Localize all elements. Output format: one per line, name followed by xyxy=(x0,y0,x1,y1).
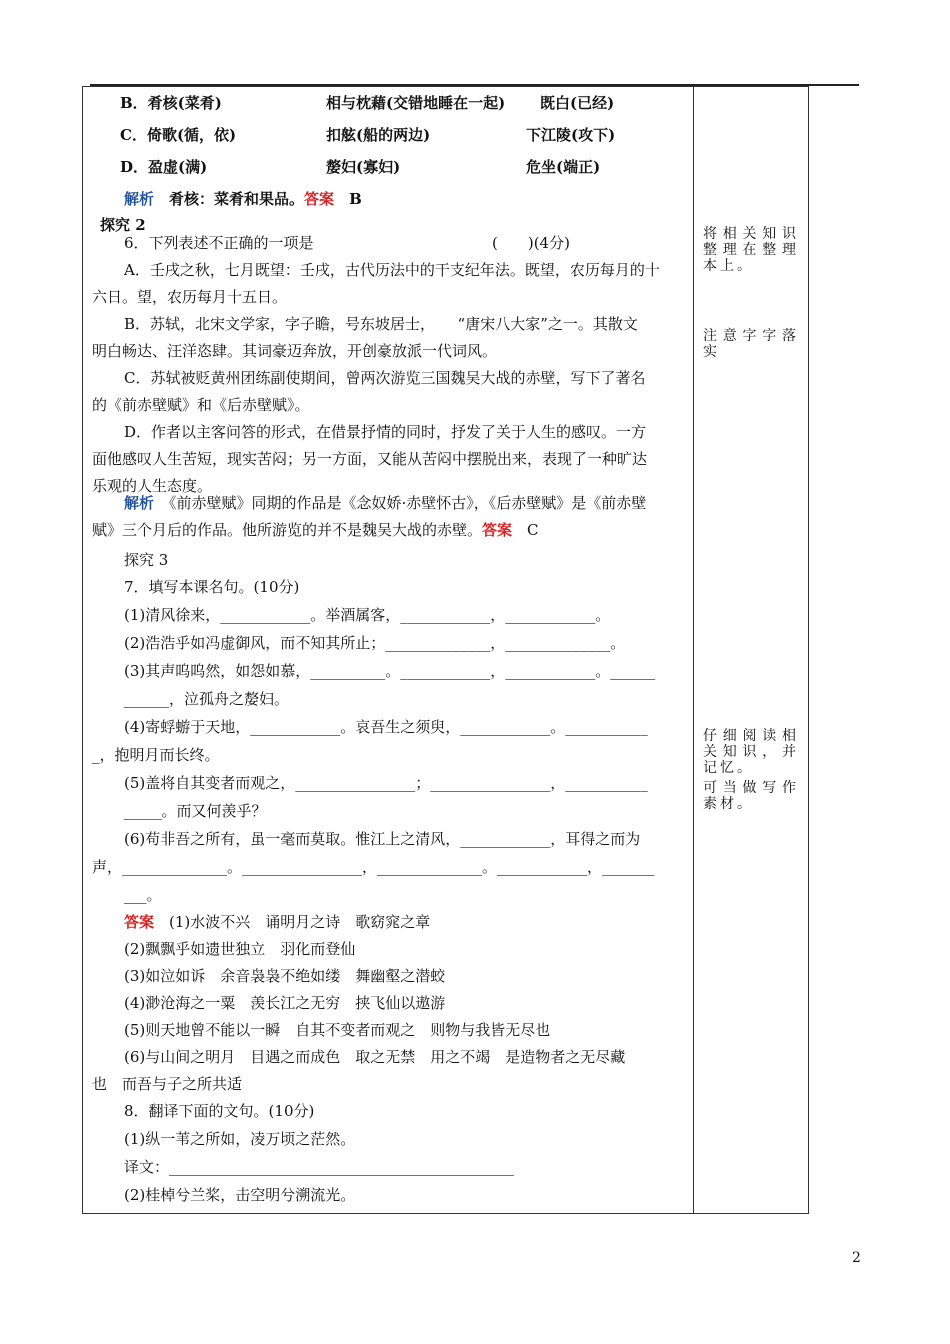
answer-value: C xyxy=(527,521,539,539)
q7-answer-4: (4)渺沧海之一粟 羡长江之无穷 挟飞仙以遨游 xyxy=(124,994,446,1012)
q7-line-2: (2)浩浩乎如冯虚御风，而不知其所止；______________，______________。 xyxy=(124,634,626,652)
q7-answer-1 xyxy=(124,911,430,932)
section-2-heading: 探究 2 xyxy=(100,216,146,234)
q7-stem: 7．填写本课名句。(10分) xyxy=(124,578,300,596)
side-note-2: 注意字字落实 xyxy=(703,328,799,360)
q6-analysis-line2 xyxy=(92,519,539,540)
q7-line-1: (1)清风徐来，____________。举酒属客，____________，____________。 xyxy=(124,606,611,624)
q7-line-3a: (3)其声呜呜然，如怨如慕，__________。____________，____________。______ xyxy=(124,662,656,680)
q6-option-d-line1: D．作者以主客问答的形式，在借景抒情的同时，抒发了关于人生的感叹。一方 xyxy=(124,423,647,441)
option-d-3: 危坐(端正) xyxy=(526,158,601,176)
side-note-1: 将相关知识整理在整理本上。 xyxy=(703,226,799,274)
q8-sentence-1: (1)纵一苇之所如，凌万顷之茫然。 xyxy=(124,1130,356,1148)
q6-option-b-line2: 明白畅达、汪洋恣肆。其词豪迈奔放，开创豪放派一代词风。 xyxy=(92,342,498,360)
q7-line-4b: _，抱明月而长终。 xyxy=(92,746,220,764)
option-d-1: D．盈虚(满) xyxy=(120,158,208,176)
q7-answer-6b: 也 而吾与子之所共适 xyxy=(92,1075,243,1093)
q6-option-d-line3: 乐观的人生态度。 xyxy=(92,477,213,495)
q7-line-6c: ___。 xyxy=(124,886,162,904)
q6-stem: 6．下列表述不正确的一项是 xyxy=(124,234,314,252)
q8-stem: 8．翻译下面的文句。(10分) xyxy=(124,1102,315,1120)
answer-value: B xyxy=(349,190,362,208)
q7-answer-6a: (6)与山间之明月 目遇之而成色 取之无禁 用之不竭 是造物者之无尽藏 xyxy=(124,1048,626,1066)
option-b-2: 相与枕藉(交错地睡在一起) xyxy=(326,94,506,112)
option-b-1: B．肴核(菜肴) xyxy=(120,94,222,112)
q6-option-a-line1: A．壬戌之秋，七月既望：壬戌，古代历法中的干支纪年法。既望，农历每月的十 xyxy=(124,261,660,279)
option-c-1: C．倚歌(循，依) xyxy=(120,126,237,144)
answer-text: (1)水波不兴 诵明月之诗 歌窈窕之章 xyxy=(169,913,431,931)
column-divider xyxy=(693,86,694,1214)
q8-sentence-2: (2)桂棹兮兰桨，击空明兮溯流光。 xyxy=(124,1186,356,1204)
option-c-3: 下江陵(攻下) xyxy=(526,126,616,144)
answer-label: 答案 xyxy=(482,521,513,539)
q6-option-b-line1: B．苏轼，北宋文学家，字子瞻，号东坡居士， “唐宋八大家”之一。其散文 xyxy=(124,315,638,333)
q7-line-6a: (6)苟非吾之所有，虽一毫而莫取。惟江上之清风，____________，耳得之而为 xyxy=(124,830,641,848)
translation-label: 译文： xyxy=(124,1158,170,1176)
translation-blank: ______________________________________________ xyxy=(169,1158,515,1176)
q7-line-5b: _____。而又何羡乎？ xyxy=(124,802,267,820)
option-d-2: 嫠妇(寡妇) xyxy=(326,158,401,176)
q6-option-a-line2: 六日。望，农历每月十五日。 xyxy=(92,288,288,306)
section-3-heading: 探究 3 xyxy=(124,551,169,569)
side-note-4: 可当做写作素材。 xyxy=(703,780,799,812)
side-note-3: 仔细阅读相关知识，并记忆。 xyxy=(703,728,799,776)
q7-line-6b: 声，______________。________________，______________。____________，_______ xyxy=(92,858,655,876)
answer-label: 答案 xyxy=(304,190,335,208)
q7-line-4a: (4)寄蜉蝣于天地，____________。哀吾生之须臾，____________。___________ xyxy=(124,718,648,736)
analysis-text: 赋》三个月后的作品。他所游览的并不是魏吴大战的赤壁。 xyxy=(92,521,483,539)
q6-analysis-line1 xyxy=(124,492,646,513)
q7-answer-3: (3)如泣如诉 余音袅袅不绝如缕 舞幽壑之潜蛟 xyxy=(124,967,446,985)
option-c-2: 扣舷(船的两边) xyxy=(326,126,431,144)
analysis-label: 解析 xyxy=(124,494,155,512)
page-number: 2 xyxy=(852,1250,861,1266)
q5-analysis-line xyxy=(124,188,362,209)
q6-score: ( )(4分) xyxy=(492,234,570,252)
option-b-3: 既白(已经) xyxy=(540,94,615,112)
q7-answer-2: (2)飘飘乎如遗世独立 羽化而登仙 xyxy=(124,940,356,958)
q7-line-3b: ______，泣孤舟之嫠妇。 xyxy=(124,690,290,708)
q7-answer-5: (5)则天地曾不能以一瞬 自其不变者而观之 则物与我皆无尽也 xyxy=(124,1021,551,1039)
analysis-text: 肴核：菜肴和果品。 xyxy=(169,190,305,208)
q6-option-c-line1: C．苏轼被贬黄州团练副使期间，曾两次游览三国魏吴大战的赤壁，写下了著名 xyxy=(124,369,646,387)
analysis-text: 《前赤壁赋》同期的作品是《念奴娇·赤壁怀古》，《后赤壁赋》是《前赤壁 xyxy=(169,494,647,512)
answer-label: 答案 xyxy=(124,913,155,931)
q7-line-5a: (5)盖将自其变者而观之，________________；________________，___________ xyxy=(124,774,648,792)
analysis-label: 解析 xyxy=(124,190,155,208)
q6-option-c-line2: 的《前赤壁赋》和《后赤壁赋》。 xyxy=(92,396,310,414)
q6-option-d-line2: 面他感叹人生苦短，现实苦闷；另一方面，又能从苦闷中摆脱出来，表现了一种旷达 xyxy=(92,450,648,468)
q8-translation-1 xyxy=(124,1156,514,1177)
